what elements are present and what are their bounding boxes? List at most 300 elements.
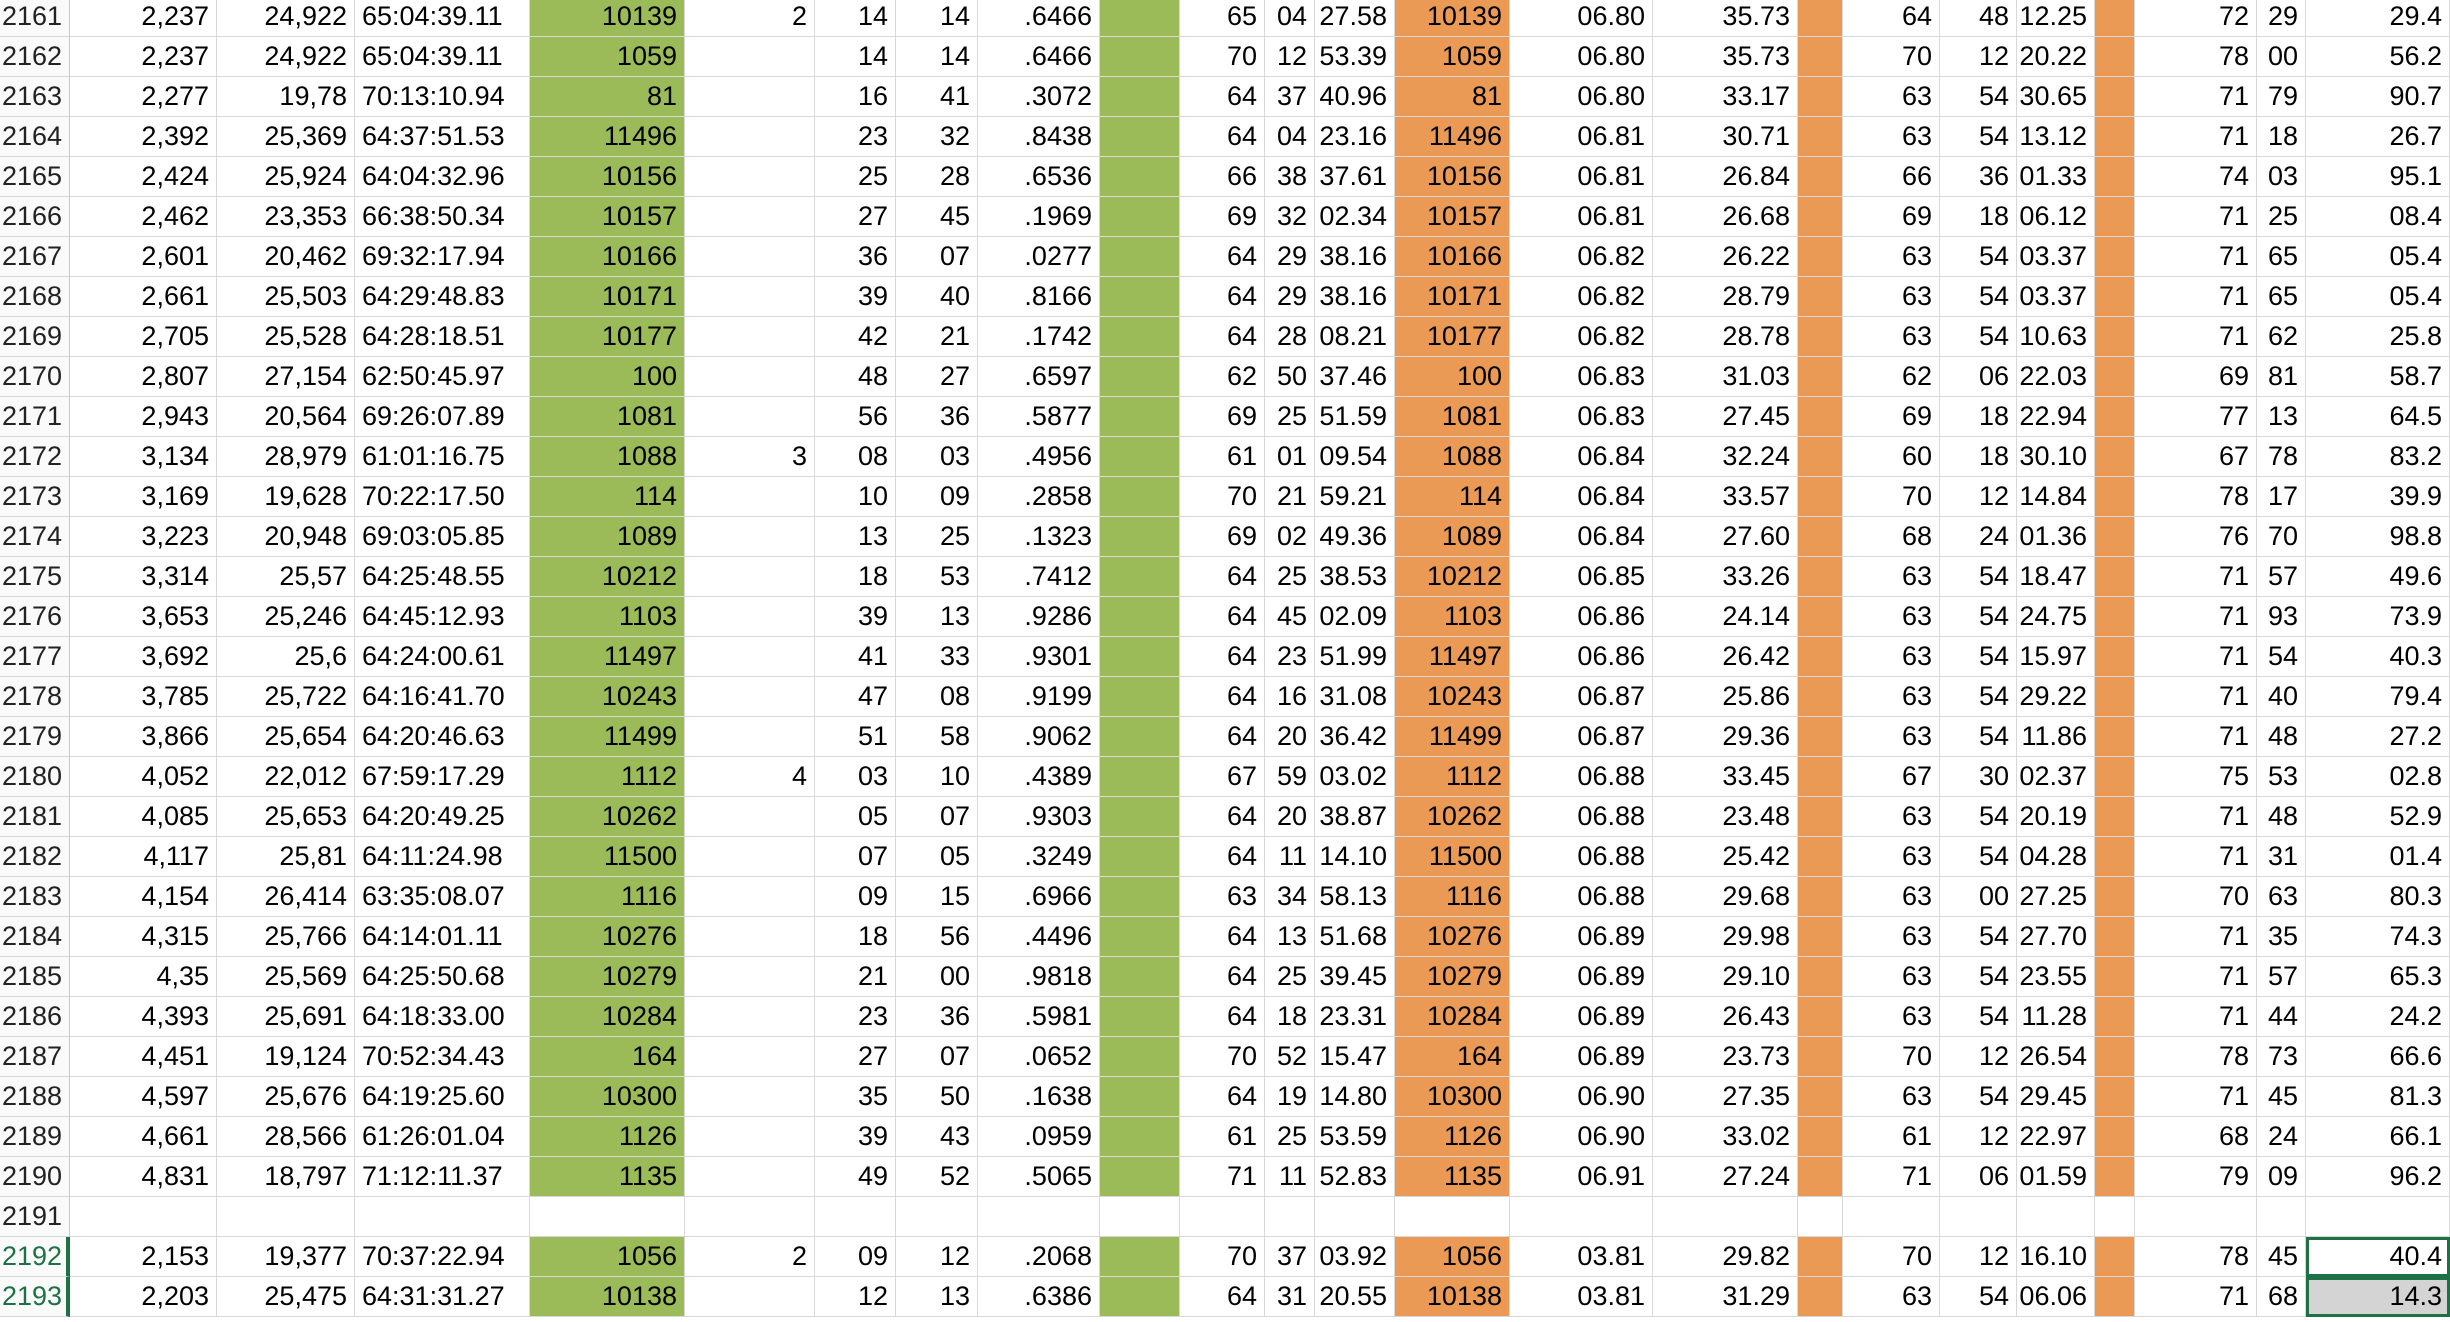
- grid-cell[interactable]: 63: [1843, 117, 1940, 157]
- grid-cell[interactable]: 51.99: [1315, 637, 1395, 677]
- grid-cell[interactable]: 11.86: [2017, 717, 2095, 757]
- grid-cell[interactable]: [1100, 677, 1180, 717]
- grid-cell[interactable]: 06.06: [2017, 1277, 2095, 1317]
- row-header[interactable]: 2190: [0, 1157, 70, 1197]
- grid-cell[interactable]: 23.55: [2017, 957, 2095, 997]
- grid-cell[interactable]: [2306, 1197, 2450, 1237]
- grid-cell[interactable]: 63:35:08.07: [355, 877, 530, 917]
- grid-cell[interactable]: 78: [2135, 1037, 2257, 1077]
- grid-cell[interactable]: [685, 197, 815, 237]
- grid-cell[interactable]: 10166: [530, 237, 685, 277]
- grid-cell[interactable]: 2,237: [70, 37, 217, 77]
- grid-cell[interactable]: 64: [1180, 677, 1265, 717]
- grid-cell[interactable]: 1116: [530, 877, 685, 917]
- grid-cell[interactable]: 28.78: [1653, 317, 1798, 357]
- grid-cell[interactable]: 27.45: [1653, 397, 1798, 437]
- grid-cell[interactable]: 58.7: [2306, 357, 2450, 397]
- grid-cell[interactable]: [1315, 1197, 1395, 1237]
- grid-cell[interactable]: 19: [1265, 1077, 1315, 1117]
- grid-cell[interactable]: .0959: [978, 1117, 1100, 1157]
- grid-cell[interactable]: 25,691: [217, 997, 355, 1037]
- grid-cell[interactable]: [1798, 397, 1843, 437]
- grid-cell[interactable]: 54: [1940, 1077, 2017, 1117]
- grid-cell[interactable]: 64:19:25.60: [355, 1077, 530, 1117]
- grid-cell[interactable]: [896, 1197, 978, 1237]
- grid-cell[interactable]: 42: [815, 317, 896, 357]
- grid-cell[interactable]: [2095, 1237, 2135, 1277]
- grid-cell[interactable]: [685, 277, 815, 317]
- grid-cell[interactable]: 69: [1180, 517, 1265, 557]
- grid-cell[interactable]: 31.29: [1653, 1277, 1798, 1317]
- grid-cell[interactable]: 54: [2257, 637, 2306, 677]
- grid-cell[interactable]: [1798, 37, 1843, 77]
- grid-cell[interactable]: 10243: [1395, 677, 1510, 717]
- grid-cell[interactable]: [1100, 477, 1180, 517]
- grid-cell[interactable]: [685, 237, 815, 277]
- grid-cell[interactable]: 69:32:17.94: [355, 237, 530, 277]
- grid-cell[interactable]: 06.87: [1510, 677, 1653, 717]
- grid-cell[interactable]: 71: [2135, 237, 2257, 277]
- row-header[interactable]: 2171: [0, 397, 70, 437]
- grid-cell[interactable]: 15.47: [1315, 1037, 1395, 1077]
- grid-cell[interactable]: 06.12: [2017, 197, 2095, 237]
- grid-cell[interactable]: 01: [1265, 437, 1315, 477]
- grid-cell[interactable]: .2858: [978, 477, 1100, 517]
- grid-cell[interactable]: 64: [1180, 317, 1265, 357]
- grid-cell[interactable]: 10262: [1395, 797, 1510, 837]
- grid-cell[interactable]: 11497: [530, 637, 685, 677]
- grid-cell[interactable]: 64:04:32.96: [355, 157, 530, 197]
- grid-cell[interactable]: 10138: [1395, 1277, 1510, 1317]
- grid-cell[interactable]: 54: [1940, 117, 2017, 157]
- grid-cell[interactable]: .1323: [978, 517, 1100, 557]
- grid-cell[interactable]: 06.84: [1510, 517, 1653, 557]
- grid-cell[interactable]: 2,601: [70, 237, 217, 277]
- grid-cell[interactable]: 13.12: [2017, 117, 2095, 157]
- grid-cell[interactable]: [1798, 877, 1843, 917]
- grid-cell[interactable]: 32: [1265, 197, 1315, 237]
- grid-cell[interactable]: 25,722: [217, 677, 355, 717]
- grid-cell[interactable]: 25,246: [217, 597, 355, 637]
- grid-cell[interactable]: [1798, 1077, 1843, 1117]
- grid-cell[interactable]: [685, 837, 815, 877]
- grid-cell[interactable]: 41: [815, 637, 896, 677]
- grid-cell[interactable]: 2,277: [70, 77, 217, 117]
- grid-cell[interactable]: 12.25: [2017, 0, 2095, 37]
- grid-cell[interactable]: 29.36: [1653, 717, 1798, 757]
- grid-cell[interactable]: 06.86: [1510, 637, 1653, 677]
- grid-cell[interactable]: 18: [1265, 997, 1315, 1037]
- grid-cell[interactable]: .9199: [978, 677, 1100, 717]
- grid-cell[interactable]: 75: [2135, 757, 2257, 797]
- grid-cell[interactable]: [1100, 877, 1180, 917]
- grid-cell[interactable]: 18: [815, 557, 896, 597]
- grid-cell[interactable]: 03: [815, 757, 896, 797]
- grid-cell[interactable]: 28.79: [1653, 277, 1798, 317]
- grid-cell[interactable]: [70, 1197, 217, 1237]
- grid-cell[interactable]: 71: [2135, 1277, 2257, 1317]
- grid-cell[interactable]: 06.82: [1510, 317, 1653, 357]
- grid-cell[interactable]: 2,661: [70, 277, 217, 317]
- grid-cell[interactable]: [1798, 837, 1843, 877]
- row-header[interactable]: 2162: [0, 37, 70, 77]
- grid-cell[interactable]: 18: [1940, 397, 2017, 437]
- grid-cell[interactable]: 64:25:48.55: [355, 557, 530, 597]
- grid-cell[interactable]: 63: [1843, 837, 1940, 877]
- grid-cell[interactable]: 19,377: [217, 1237, 355, 1277]
- grid-cell[interactable]: 64:24:00.61: [355, 637, 530, 677]
- grid-cell[interactable]: [1100, 1157, 1180, 1197]
- grid-cell[interactable]: 61:01:16.75: [355, 437, 530, 477]
- grid-cell[interactable]: 04.28: [2017, 837, 2095, 877]
- grid-cell[interactable]: 69: [2135, 357, 2257, 397]
- grid-cell[interactable]: [1798, 277, 1843, 317]
- grid-cell[interactable]: 3,866: [70, 717, 217, 757]
- grid-cell[interactable]: 40: [2257, 677, 2306, 717]
- grid-cell[interactable]: [685, 1277, 815, 1317]
- grid-cell[interactable]: 1088: [1395, 437, 1510, 477]
- grid-cell[interactable]: 08: [815, 437, 896, 477]
- grid-cell[interactable]: 67: [1843, 757, 1940, 797]
- grid-cell[interactable]: 37.46: [1315, 357, 1395, 397]
- grid-cell[interactable]: .3072: [978, 77, 1100, 117]
- grid-cell[interactable]: 48: [815, 357, 896, 397]
- grid-cell[interactable]: [1100, 1077, 1180, 1117]
- grid-cell[interactable]: 2,203: [70, 1277, 217, 1317]
- grid-cell[interactable]: 64:20:49.25: [355, 797, 530, 837]
- grid-cell[interactable]: [2095, 557, 2135, 597]
- grid-cell[interactable]: 06.80: [1510, 77, 1653, 117]
- grid-cell[interactable]: 18.47: [2017, 557, 2095, 597]
- grid-cell[interactable]: [2095, 837, 2135, 877]
- grid-cell[interactable]: 64: [1180, 997, 1265, 1037]
- grid-cell[interactable]: 10279: [530, 957, 685, 997]
- grid-cell[interactable]: 70: [1843, 1237, 1940, 1277]
- grid-cell[interactable]: 54: [1940, 277, 2017, 317]
- grid-cell[interactable]: [1653, 1197, 1798, 1237]
- grid-cell[interactable]: 11: [1265, 1157, 1315, 1197]
- grid-cell[interactable]: 64: [1180, 957, 1265, 997]
- grid-cell[interactable]: 41: [896, 77, 978, 117]
- grid-cell[interactable]: [1100, 397, 1180, 437]
- grid-cell[interactable]: 31: [1265, 1277, 1315, 1317]
- grid-cell[interactable]: 71: [2135, 717, 2257, 757]
- grid-cell[interactable]: 06.81: [1510, 117, 1653, 157]
- grid-cell[interactable]: 64: [1180, 557, 1265, 597]
- row-header[interactable]: 2164: [0, 117, 70, 157]
- grid-cell[interactable]: 49: [815, 1157, 896, 1197]
- grid-cell[interactable]: 03.92: [1315, 1237, 1395, 1277]
- grid-cell[interactable]: 64: [1180, 1077, 1265, 1117]
- grid-cell[interactable]: 71: [2135, 77, 2257, 117]
- grid-cell[interactable]: 54: [1940, 557, 2017, 597]
- grid-cell[interactable]: 70: [1180, 1037, 1265, 1077]
- grid-cell[interactable]: [2095, 1157, 2135, 1197]
- grid-cell[interactable]: [2095, 717, 2135, 757]
- grid-cell[interactable]: [685, 357, 815, 397]
- grid-cell[interactable]: 1089: [530, 517, 685, 557]
- grid-cell[interactable]: 09: [815, 877, 896, 917]
- grid-cell[interactable]: 10: [815, 477, 896, 517]
- grid-cell[interactable]: 1059: [530, 37, 685, 77]
- grid-cell[interactable]: 14: [815, 37, 896, 77]
- grid-cell[interactable]: 45: [2257, 1077, 2306, 1117]
- grid-cell[interactable]: [1798, 917, 1843, 957]
- grid-cell[interactable]: 3,785: [70, 677, 217, 717]
- grid-cell[interactable]: 64: [1180, 277, 1265, 317]
- grid-cell[interactable]: [1798, 317, 1843, 357]
- grid-cell[interactable]: 22.94: [2017, 397, 2095, 437]
- grid-cell[interactable]: 25,766: [217, 917, 355, 957]
- grid-cell[interactable]: 63: [1843, 557, 1940, 597]
- grid-cell[interactable]: [685, 77, 815, 117]
- grid-cell[interactable]: [2095, 77, 2135, 117]
- grid-cell[interactable]: [1395, 1197, 1510, 1237]
- grid-cell[interactable]: 32.24: [1653, 437, 1798, 477]
- grid-cell[interactable]: [1180, 1197, 1265, 1237]
- grid-cell[interactable]: 39.9: [2306, 477, 2450, 517]
- grid-cell[interactable]: 20,462: [217, 237, 355, 277]
- grid-cell[interactable]: 21: [1265, 477, 1315, 517]
- grid-cell[interactable]: 1135: [1395, 1157, 1510, 1197]
- grid-cell[interactable]: [2095, 437, 2135, 477]
- grid-cell[interactable]: .6466: [978, 37, 1100, 77]
- grid-cell[interactable]: 03.81: [1510, 1237, 1653, 1277]
- grid-cell[interactable]: 10157: [530, 197, 685, 237]
- grid-cell[interactable]: [1100, 77, 1180, 117]
- grid-cell[interactable]: [685, 117, 815, 157]
- grid-cell[interactable]: [1798, 77, 1843, 117]
- grid-cell[interactable]: 4,154: [70, 877, 217, 917]
- grid-cell[interactable]: 27.70: [2017, 917, 2095, 957]
- grid-cell[interactable]: [1798, 1117, 1843, 1157]
- grid-cell[interactable]: 25: [896, 517, 978, 557]
- grid-cell[interactable]: 45: [896, 197, 978, 237]
- grid-cell[interactable]: 11499: [530, 717, 685, 757]
- grid-cell[interactable]: [1100, 437, 1180, 477]
- grid-cell[interactable]: 74: [2135, 157, 2257, 197]
- row-header[interactable]: 2187: [0, 1037, 70, 1077]
- grid-cell[interactable]: .9301: [978, 637, 1100, 677]
- grid-cell[interactable]: 54: [1940, 1277, 2017, 1317]
- grid-cell[interactable]: 64:28:18.51: [355, 317, 530, 357]
- grid-cell[interactable]: 10279: [1395, 957, 1510, 997]
- grid-cell[interactable]: 26.22: [1653, 237, 1798, 277]
- grid-cell[interactable]: 05: [896, 837, 978, 877]
- grid-cell[interactable]: 58.13: [1315, 877, 1395, 917]
- grid-cell[interactable]: 71: [2135, 997, 2257, 1037]
- grid-cell[interactable]: 54: [1940, 677, 2017, 717]
- grid-cell[interactable]: 64: [1180, 917, 1265, 957]
- grid-cell[interactable]: 48: [1940, 0, 2017, 37]
- grid-cell[interactable]: 06.80: [1510, 0, 1653, 37]
- grid-cell[interactable]: 33.57: [1653, 477, 1798, 517]
- grid-cell[interactable]: 30.65: [2017, 77, 2095, 117]
- grid-cell[interactable]: 57: [2257, 557, 2306, 597]
- grid-cell[interactable]: 10212: [1395, 557, 1510, 597]
- grid-cell[interactable]: 70: [1180, 1237, 1265, 1277]
- row-header[interactable]: 2179: [0, 717, 70, 757]
- grid-cell[interactable]: 09: [2257, 1157, 2306, 1197]
- grid-cell[interactable]: [1100, 997, 1180, 1037]
- grid-cell[interactable]: 63: [1843, 917, 1940, 957]
- grid-cell[interactable]: [685, 157, 815, 197]
- grid-cell[interactable]: [1100, 37, 1180, 77]
- grid-cell[interactable]: [2095, 597, 2135, 637]
- grid-cell[interactable]: 62: [2257, 317, 2306, 357]
- grid-cell[interactable]: 1135: [530, 1157, 685, 1197]
- grid-cell[interactable]: [2095, 1197, 2135, 1237]
- grid-cell[interactable]: 26,414: [217, 877, 355, 917]
- grid-cell[interactable]: 24,922: [217, 0, 355, 37]
- grid-cell[interactable]: 54: [1940, 237, 2017, 277]
- grid-cell[interactable]: 06.82: [1510, 237, 1653, 277]
- grid-cell[interactable]: 26.42: [1653, 637, 1798, 677]
- grid-cell[interactable]: .2068: [978, 1237, 1100, 1277]
- grid-cell[interactable]: 71: [2135, 117, 2257, 157]
- grid-cell[interactable]: 13: [896, 597, 978, 637]
- grid-cell[interactable]: 4: [685, 757, 815, 797]
- grid-cell[interactable]: 63: [1843, 237, 1940, 277]
- grid-cell[interactable]: 29.4: [2306, 0, 2450, 37]
- grid-cell[interactable]: 36: [896, 997, 978, 1037]
- grid-cell[interactable]: 12: [1940, 1237, 2017, 1277]
- grid-cell[interactable]: .5877: [978, 397, 1100, 437]
- grid-cell[interactable]: 01.36: [2017, 517, 2095, 557]
- grid-cell[interactable]: 38.16: [1315, 277, 1395, 317]
- grid-cell[interactable]: 4,052: [70, 757, 217, 797]
- grid-cell[interactable]: 64:14:01.11: [355, 917, 530, 957]
- grid-cell[interactable]: [1798, 437, 1843, 477]
- grid-cell[interactable]: 3,134: [70, 437, 217, 477]
- grid-cell[interactable]: 52: [1265, 1037, 1315, 1077]
- grid-cell[interactable]: 11: [1265, 837, 1315, 877]
- grid-cell[interactable]: 64:25:50.68: [355, 957, 530, 997]
- row-header[interactable]: 2167: [0, 237, 70, 277]
- grid-cell[interactable]: 63: [1843, 677, 1940, 717]
- grid-cell[interactable]: .3249: [978, 837, 1100, 877]
- grid-cell[interactable]: .9062: [978, 717, 1100, 757]
- row-header[interactable]: 2176: [0, 597, 70, 637]
- grid-cell[interactable]: [685, 597, 815, 637]
- row-header[interactable]: 2163: [0, 77, 70, 117]
- grid-cell[interactable]: 26.68: [1653, 197, 1798, 237]
- grid-cell[interactable]: 2,943: [70, 397, 217, 437]
- grid-cell[interactable]: 54: [1940, 597, 2017, 637]
- grid-cell[interactable]: 13: [896, 1277, 978, 1317]
- grid-cell[interactable]: 4,085: [70, 797, 217, 837]
- grid-cell[interactable]: 52: [896, 1157, 978, 1197]
- grid-cell[interactable]: [685, 557, 815, 597]
- grid-cell[interactable]: 18,797: [217, 1157, 355, 1197]
- grid-cell[interactable]: 39: [815, 1117, 896, 1157]
- grid-cell[interactable]: .6966: [978, 877, 1100, 917]
- grid-cell[interactable]: 10262: [530, 797, 685, 837]
- grid-cell[interactable]: 66.6: [2306, 1037, 2450, 1077]
- grid-cell[interactable]: 54: [1940, 917, 2017, 957]
- grid-cell[interactable]: 25,503: [217, 277, 355, 317]
- grid-cell[interactable]: 14.84: [2017, 477, 2095, 517]
- grid-cell[interactable]: [1843, 1197, 1940, 1237]
- grid-cell[interactable]: 26.84: [1653, 157, 1798, 197]
- grid-cell[interactable]: 38.16: [1315, 237, 1395, 277]
- grid-cell[interactable]: 33.45: [1653, 757, 1798, 797]
- grid-cell[interactable]: [685, 1157, 815, 1197]
- grid-cell[interactable]: 16: [815, 77, 896, 117]
- grid-cell[interactable]: .1638: [978, 1077, 1100, 1117]
- grid-cell[interactable]: [1798, 757, 1843, 797]
- grid-cell[interactable]: 54: [1940, 957, 2017, 997]
- grid-cell[interactable]: 25: [1265, 557, 1315, 597]
- grid-cell[interactable]: 3,223: [70, 517, 217, 557]
- grid-cell[interactable]: 64: [1180, 1277, 1265, 1317]
- grid-cell[interactable]: 06.89: [1510, 917, 1653, 957]
- grid-cell[interactable]: [217, 1197, 355, 1237]
- grid-cell[interactable]: 61: [1843, 1117, 1940, 1157]
- grid-cell[interactable]: 77: [2135, 397, 2257, 437]
- grid-cell[interactable]: [1100, 1117, 1180, 1157]
- grid-cell[interactable]: 06.91: [1510, 1157, 1653, 1197]
- grid-cell[interactable]: 64: [1180, 237, 1265, 277]
- grid-cell[interactable]: 70: [1843, 1037, 1940, 1077]
- grid-cell[interactable]: [2095, 517, 2135, 557]
- grid-cell[interactable]: 10157: [1395, 197, 1510, 237]
- grid-cell[interactable]: 1116: [1395, 877, 1510, 917]
- grid-cell[interactable]: 25.86: [1653, 677, 1798, 717]
- grid-cell[interactable]: .7412: [978, 557, 1100, 597]
- grid-cell[interactable]: 25: [815, 157, 896, 197]
- grid-cell[interactable]: 50: [896, 1077, 978, 1117]
- grid-cell[interactable]: [2095, 317, 2135, 357]
- row-header[interactable]: 2185: [0, 957, 70, 997]
- grid-cell[interactable]: [2095, 157, 2135, 197]
- grid-cell[interactable]: 64:20:46.63: [355, 717, 530, 757]
- grid-cell[interactable]: 05: [815, 797, 896, 837]
- grid-cell[interactable]: 1088: [530, 437, 685, 477]
- grid-cell[interactable]: .8166: [978, 277, 1100, 317]
- grid-cell[interactable]: [978, 1197, 1100, 1237]
- grid-cell[interactable]: 70: [2257, 517, 2306, 557]
- grid-cell[interactable]: 4,117: [70, 837, 217, 877]
- grid-cell[interactable]: 72: [2135, 0, 2257, 37]
- grid-cell[interactable]: 16.10: [2017, 1237, 2095, 1277]
- grid-cell[interactable]: 19,124: [217, 1037, 355, 1077]
- grid-cell[interactable]: [2095, 997, 2135, 1037]
- grid-cell[interactable]: [1798, 517, 1843, 557]
- grid-cell[interactable]: 56: [815, 397, 896, 437]
- grid-cell[interactable]: 06.81: [1510, 197, 1653, 237]
- grid-cell[interactable]: 31.03: [1653, 357, 1798, 397]
- grid-cell[interactable]: 11496: [530, 117, 685, 157]
- grid-cell[interactable]: 1103: [1395, 597, 1510, 637]
- grid-cell[interactable]: 63: [1843, 997, 1940, 1037]
- grid-cell[interactable]: [2095, 357, 2135, 397]
- grid-cell[interactable]: 11497: [1395, 637, 1510, 677]
- grid-cell[interactable]: 69:03:05.85: [355, 517, 530, 557]
- grid-cell[interactable]: 63: [2257, 877, 2306, 917]
- grid-cell[interactable]: 70:52:34.43: [355, 1037, 530, 1077]
- grid-cell[interactable]: 164: [1395, 1037, 1510, 1077]
- grid-cell[interactable]: 54: [1940, 77, 2017, 117]
- grid-cell[interactable]: 06.81: [1510, 157, 1653, 197]
- grid-cell[interactable]: 38: [1265, 157, 1315, 197]
- grid-cell[interactable]: 52.83: [1315, 1157, 1395, 1197]
- grid-cell[interactable]: 36: [815, 237, 896, 277]
- grid-cell[interactable]: 35: [2257, 917, 2306, 957]
- grid-cell[interactable]: 06.87: [1510, 717, 1653, 757]
- grid-cell[interactable]: 21: [815, 957, 896, 997]
- grid-cell[interactable]: 08: [896, 677, 978, 717]
